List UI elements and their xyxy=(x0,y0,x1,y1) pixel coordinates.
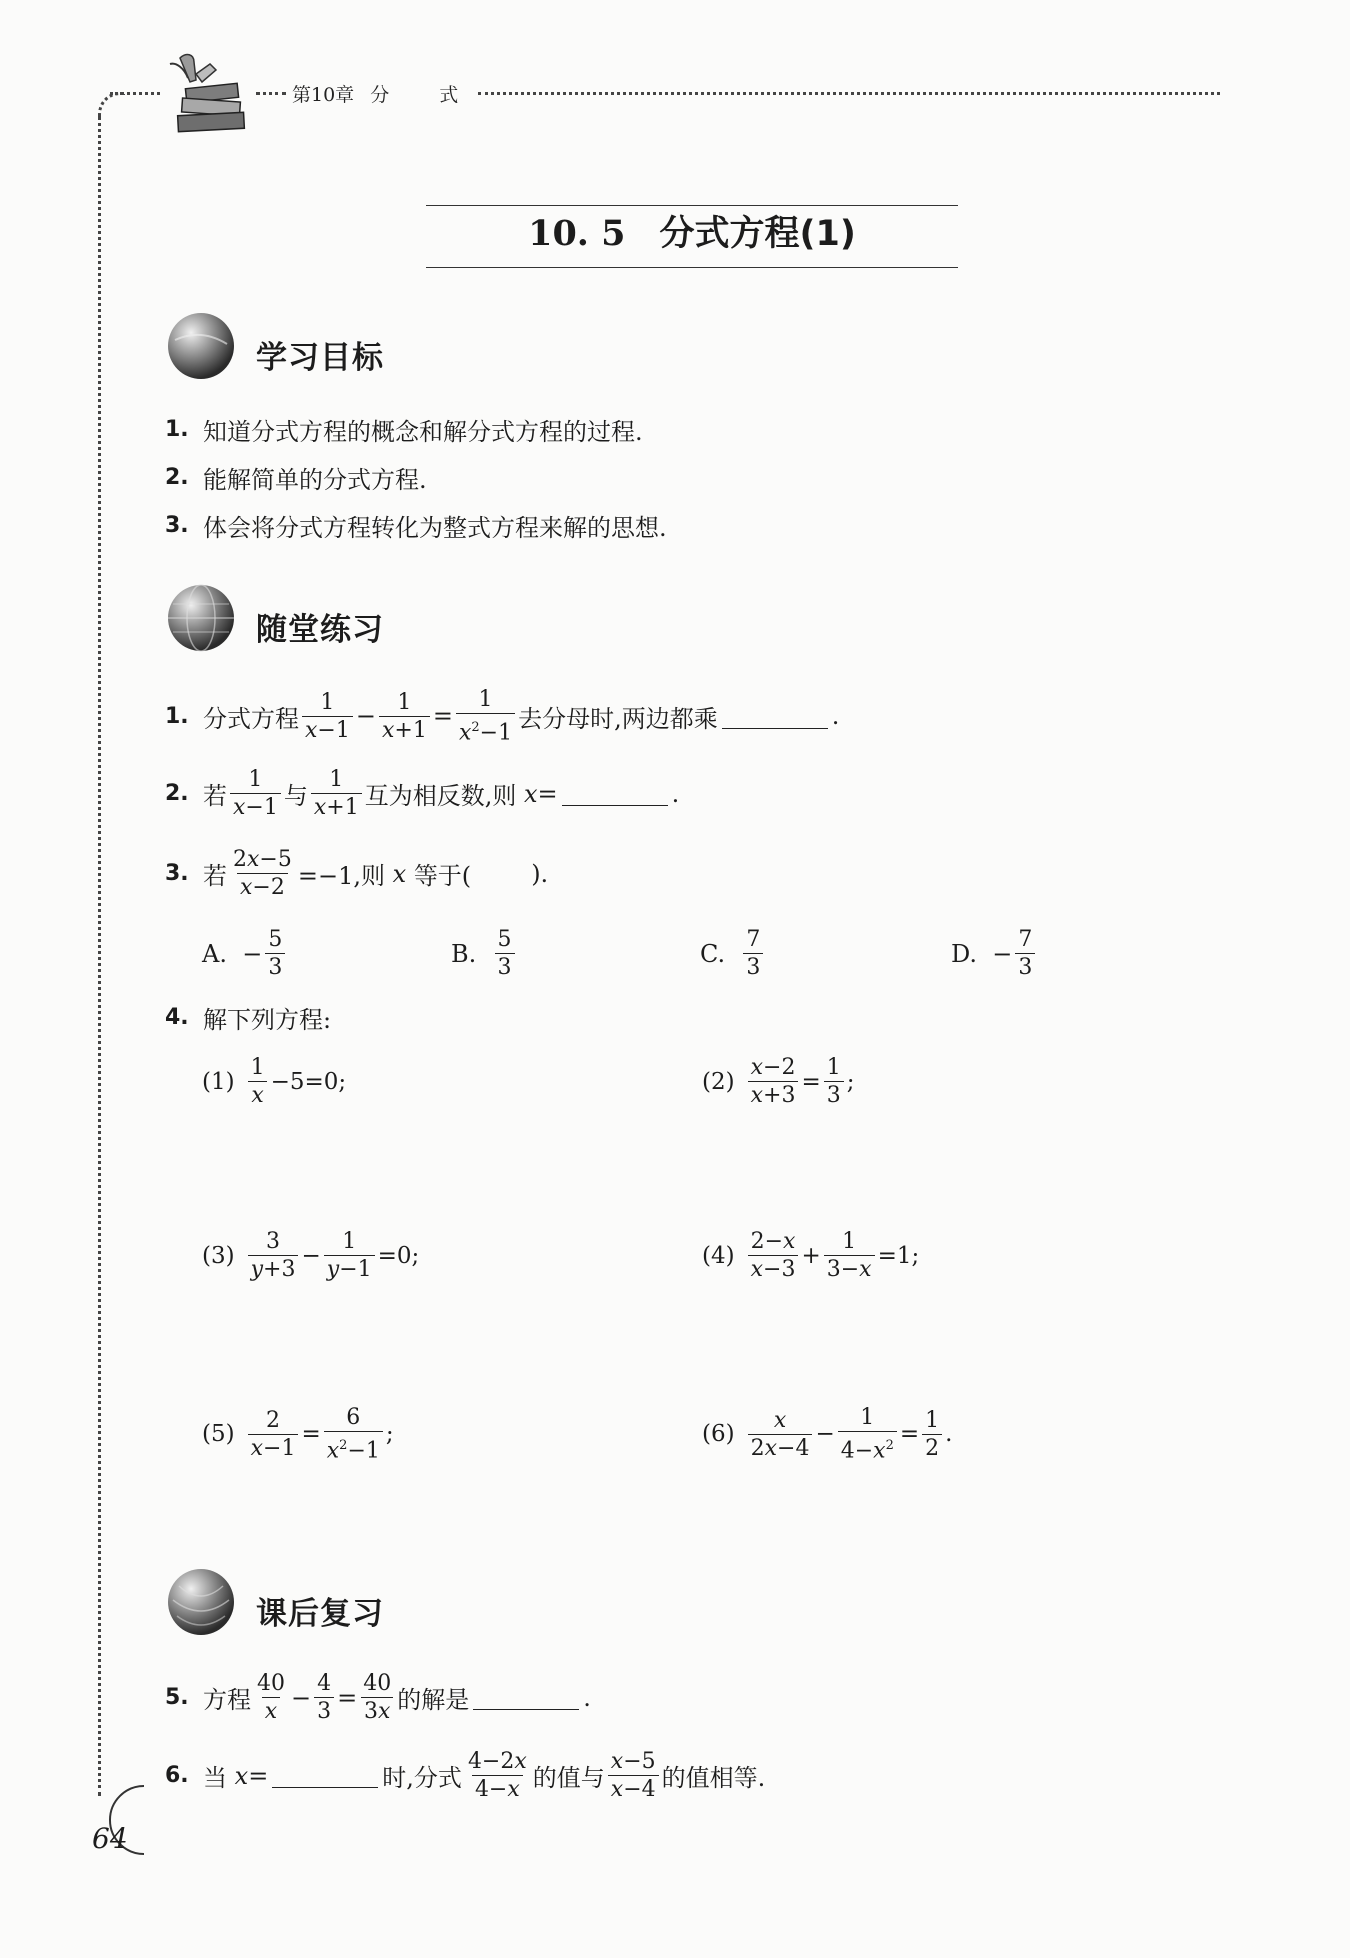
header-rule-right xyxy=(478,92,1220,95)
fraction: $\frac{40}{3x}$ xyxy=(360,1670,394,1725)
section-title-review: 课后复习 xyxy=(256,1596,384,1632)
question-1: 1. 分式方程 $\frac{1}{x-1}$ − $\frac{1}{x+1}$ = $\frac{1}{x^2-1}$ 去分母时,两边都乘 . xyxy=(165,687,840,746)
answer-blank[interactable] xyxy=(473,1685,579,1710)
goal-item: 2. 能解简单的分式方程. xyxy=(165,465,427,494)
globe-grid-icon xyxy=(165,582,237,654)
chapter-heading: 第10章 分 式 xyxy=(292,84,481,106)
title-rule-bottom xyxy=(426,267,958,268)
fraction: $\frac{1}{x^2-1}$ xyxy=(456,686,515,746)
option-d[interactable]: D. − $\frac{7}{3}$ xyxy=(951,926,1038,981)
header-rule-mid xyxy=(256,92,286,95)
equation-3: (3) $\frac{3}{y+3}$ − $\frac{1}{y-1}$ =0; xyxy=(202,1229,420,1282)
globe-icon xyxy=(165,310,237,382)
answer-blank[interactable] xyxy=(272,1763,378,1788)
section-title-goals: 学习目标 xyxy=(256,340,384,376)
goal-item: 3. 体会将分式方程转化为整式方程来解的思想. xyxy=(165,513,667,542)
answer-blank[interactable] xyxy=(562,781,668,806)
question-3: 3. 若 $\frac{2x-5}{x-2}$ =−1,则 x 等于( ). xyxy=(165,847,549,900)
question-2: 2. 若 $\frac{1}{x-1}$ 与 $\frac{1}{x+1}$ 互为相反数,则 x= . xyxy=(165,767,680,820)
equation-2: (2) $\frac{x-2}{x+3}$ = $\frac{1}{3}$ ; xyxy=(702,1055,855,1108)
page-number: 64 xyxy=(92,1822,128,1855)
fraction: $\frac{1}{x-1}$ xyxy=(230,766,281,821)
margin-rule xyxy=(98,116,101,1796)
question-4: 4. 解下列方程: xyxy=(165,1005,332,1034)
option-c[interactable]: C. $\frac{7}{3}$ xyxy=(700,926,766,981)
fraction: $\frac{1}{x-1}$ xyxy=(302,689,353,744)
fraction: $\frac{4}{3}$ xyxy=(314,1670,334,1725)
equation-1: (1) $\frac{1}{x}$ −5=0; xyxy=(202,1055,347,1108)
option-a[interactable]: A. − $\frac{5}{3}$ xyxy=(202,926,288,981)
globe-stripes-icon xyxy=(165,1566,237,1638)
option-b[interactable]: B. $\frac{5}{3}$ xyxy=(451,926,518,981)
section-title-practice: 随堂练习 xyxy=(256,612,384,648)
fraction: $\frac{1}{x+1}$ xyxy=(311,766,362,821)
fraction: $\frac{2x-5}{x-2}$ xyxy=(233,847,292,900)
page-corner xyxy=(98,92,125,119)
equation-4: (4) $\frac{2-x}{x-3}$ + $\frac{1}{3-x}$ =1; xyxy=(702,1229,920,1282)
equation-5: (5) $\frac{2}{x-1}$ = $\frac{6}{x^2-1}$ ; xyxy=(202,1405,394,1464)
answer-blank[interactable] xyxy=(722,704,828,729)
fraction: $\frac{40}{x}$ xyxy=(257,1671,285,1724)
goal-item: 1. 知道分式方程的概念和解分式方程的过程. xyxy=(165,417,643,446)
equation-6: (6) $\frac{x}{2x-4}$ − $\frac{1}{4-x^2}$ = $\frac{1}{2}$ . xyxy=(702,1405,953,1464)
fraction: $\frac{4-2x}{4-x}$ xyxy=(467,1749,527,1802)
lesson-title: 10. 5 分式方程(1) xyxy=(528,213,856,254)
question-5: 5. 方程 $\frac{40}{x}$ − $\frac{4}{3}$ = $\frac{40}{3x}$ 的解是 . xyxy=(165,1671,591,1724)
question-6: 6. 当 x= 时,分式 $\frac{4-2x}{4-x}$ 的值与 $\frac{x-5}{x-4}$ 的值相等. xyxy=(165,1749,766,1802)
chapter-logo-icon xyxy=(150,50,260,140)
fraction: $\frac{x-5}{x-4}$ xyxy=(608,1748,659,1803)
fraction: $\frac{1}{x+1}$ xyxy=(379,689,430,744)
